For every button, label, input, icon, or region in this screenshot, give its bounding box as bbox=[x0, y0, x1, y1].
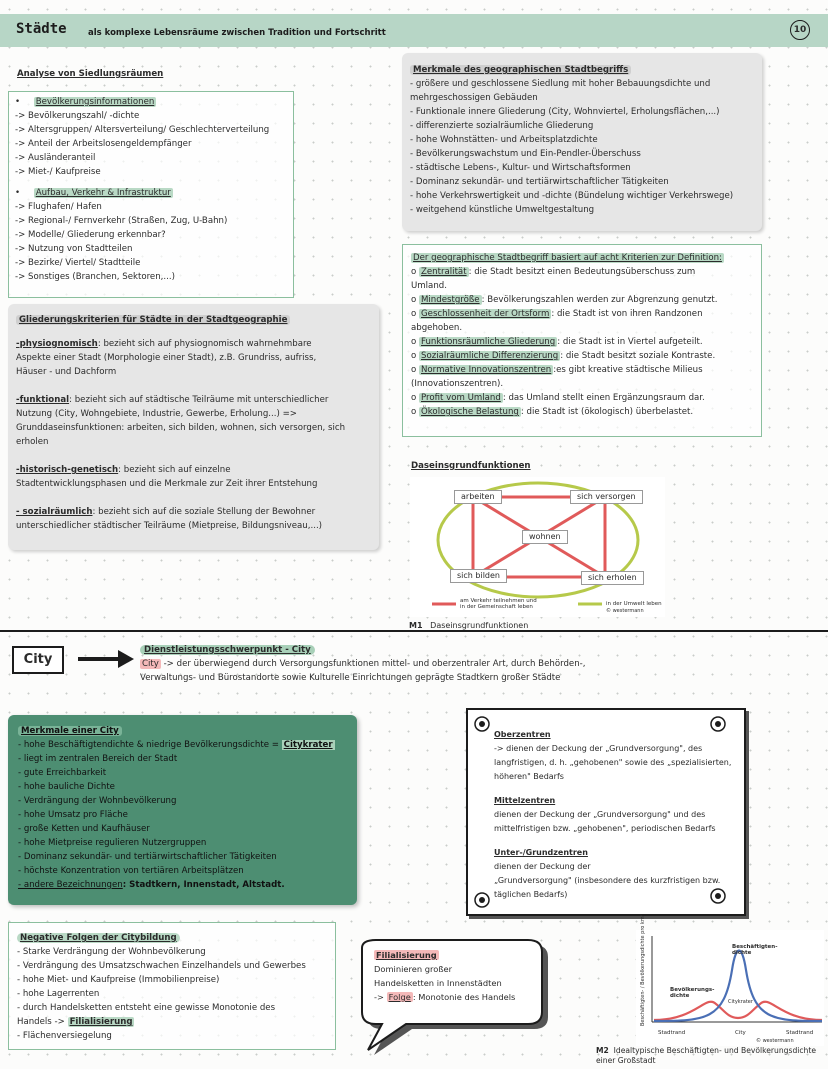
list-item: Handels -> Filialisierung bbox=[17, 1017, 133, 1027]
list-item: - durch Handelsketten entsteht eine gewisse Monotonie des bbox=[17, 1003, 276, 1013]
ober-title: Oberzentren bbox=[494, 730, 551, 739]
filial-folge: -> Folge : Monotonie des Handels bbox=[374, 992, 516, 1002]
m2-ylabel: Beschäftigten- / Bevölkerungsdichte pro km² bbox=[640, 914, 646, 1026]
merkmale-city-title: Merkmale einer City bbox=[18, 726, 122, 736]
header-banner bbox=[0, 14, 828, 47]
list-item: - Dominanz sekundär- und tertiärwirtschaftlicher Tätigkeiten bbox=[410, 177, 669, 187]
analyse-section2-heading: • Aufbau, Verkehr & Infrastruktur bbox=[15, 188, 171, 198]
negativ-title: Negative Folgen der Citybildung bbox=[17, 933, 180, 943]
publisher-credit: © westermann bbox=[606, 608, 644, 614]
kriterium: o Geschlossenheit der Ortsform : die Stadt ist von ihren Randzonen bbox=[411, 309, 703, 319]
m2-x-left: Stadtrand bbox=[658, 1030, 686, 1036]
m2-x-mid: City bbox=[735, 1030, 746, 1036]
filial-title: Filialisierung bbox=[376, 950, 437, 960]
list-item: - Funktionale innere Gliederung (City, Wohnviertel, Erholungsflächen,...) bbox=[410, 107, 720, 117]
kriterium: o Profit vom Umland : das Umland stellt einen Ergänzungsraum dar. bbox=[411, 393, 705, 403]
daseins-caption: M1 Daseinsgrundfunktionen bbox=[409, 621, 529, 630]
list-item: -> Nutzung von Stadtteilen bbox=[15, 244, 133, 254]
list-item: - weitgehend künstliche Umweltgestaltung bbox=[410, 205, 595, 215]
list-item: - höchste Konzentration von tertiären Arbeitsplätzen bbox=[18, 866, 244, 876]
list-item: - Starke Verdrängung der Wohnbevölkerung bbox=[17, 947, 206, 957]
m2-label-crater: Citykrater bbox=[728, 999, 753, 1005]
node-bilden: sich bilden bbox=[450, 569, 507, 583]
pin-icon bbox=[474, 892, 490, 908]
city-definition: City -> der überwiegend durch Versorgungsfunktionen mittel- und oberzentraler Art, durch Behörden-, bbox=[142, 659, 586, 669]
list-item: - hohe Miet- und Kaufpreise (Immobilienpreise) bbox=[17, 975, 220, 985]
list-item: - gute Erreichbarkeit bbox=[18, 768, 107, 778]
list-item: -> Anteil der Arbeitslosengeldempfänger bbox=[15, 139, 192, 149]
list-item: mehrgeschossigen Gebäuden bbox=[410, 93, 538, 103]
legend-red-label: am Verkehr teilnehmen und in der Gemeinschaft leben bbox=[460, 598, 537, 610]
list-item: - größere und geschlossene Siedlung mit hoher Bebauungsdichte und bbox=[410, 79, 711, 89]
merkmale-city-box bbox=[8, 715, 357, 905]
pin-icon bbox=[474, 716, 490, 732]
list-item: - hohe Verkehrswertigkeit und -dichte (Bündelung wichtiger Verkehrswege) bbox=[410, 191, 734, 201]
kriterium: o Zentralität : die Stadt besitzt einen Bedeutungsüberschuss zum bbox=[411, 267, 696, 277]
list-item: - hohe Beschäftigtendichte & niedrige Bevölkerungsdichte = Citykrater bbox=[18, 740, 333, 750]
list-item: - andere Bezeichnungen: Stadtkern, Innenstadt, Altstadt. bbox=[18, 880, 285, 890]
m2-caption: M2 Idealtypische Beschäftigten- und Bevölkerungsdichte einer Großstadt bbox=[596, 1046, 817, 1065]
daseins-figure bbox=[410, 477, 665, 617]
unter-title: Unter-/Grundzentren bbox=[494, 848, 588, 857]
list-item: -> Modelle/ Gliederung erkennbar? bbox=[15, 230, 166, 240]
m2-x-right: Stadtrand bbox=[786, 1030, 814, 1036]
list-item: - hohe Lagerrenten bbox=[17, 989, 100, 999]
list-item: - Verdrängung der Wohnbevölkerung bbox=[18, 796, 177, 806]
analyse-box bbox=[8, 91, 294, 298]
m2-beschaeftigte-curve bbox=[654, 951, 822, 1022]
page-subtitle: als komplexe Lebensräume zwischen Tradition und Fortschritt bbox=[88, 28, 386, 38]
list-item: -> Bezirke/ Viertel/ Stadtteile bbox=[15, 258, 141, 268]
list-item: -> Flughafen/ Hafen bbox=[15, 202, 102, 212]
list-item: - hohe Wohnstätten- und Arbeitsplatzdichte bbox=[410, 135, 598, 145]
m2-label-bev: Bevölkerungs-dichte bbox=[670, 987, 715, 999]
m2-figure bbox=[636, 914, 824, 1046]
gliederung-entry: -funktional: bezieht sich auf städtische Teilräume mit unterschiedlicher bbox=[16, 395, 329, 405]
zentren-box: Oberzentren -> dienen der Deckung der „Grundversorgung", des langfristigen, d. h. „gehobenen" sowie des „spezialisierten, höheren" Bedarfs Mittelzentren dienen der Deckung der „Grundversorgung" und des mittelfristigen bzw. „gehobenen", periodischen Bedarfs Unter-/Grundzentren dienen der Deckung der „Grundversorgung" (insbesondere des kurzfristigen bzw. täglichen Bedarfs) bbox=[466, 708, 746, 916]
list-item: -> Regional-/ Fernverkehr (Straßen, Zug, U-Bahn) bbox=[15, 216, 228, 226]
kriterien-title: Der geographische Stadtbegriff basiert auf acht Kriterien zur Definition: bbox=[413, 253, 722, 263]
list-item: - Verdrängung des Umsatzschwachen Einzelhandels und Gewerbes bbox=[17, 961, 306, 971]
kriterien-box: Der geographische Stadtbegriff basiert auf acht Kriterien zur Definition: o Zentralität : die Stadt besitzt einen Bedeutungsüberschuss zum Umland. o Mindestgröße : Bevölkerungszahlen werden zur Abgrenzung genutzt. o Geschlossenheit der Ortsform : die Stadt ist von ihren Randzonen abgehoben. o Funktionsräumliche Gliederung : die Stadt ist in Viertel aufgeteilt. o Sozialräumliche Differenzierung : die Stadt besitzt soziale Kontraste. o Normative Innovationszentren :es gibt kreative städtische Milieus (Innovationszentren). o Profit vom Umland : das Umland stellt einen Ergänzungsraum dar. o Ökologische Belastung : die Stadt ist (ökologisch) überbelastet. bbox=[402, 244, 762, 437]
kriterium: o Normative Innovationszentren :es gibt kreative städtische Milieus bbox=[411, 365, 703, 375]
m2-label-besch: Beschäftigten-dichte bbox=[732, 944, 778, 956]
arrow-right-icon bbox=[78, 648, 136, 670]
list-item: - hohe bauliche Dichte bbox=[18, 782, 115, 792]
m2-publisher: © westermann bbox=[756, 1038, 794, 1044]
mittel-title: Mittelzentren bbox=[494, 796, 556, 805]
list-item: - Dominanz sekundär- und tertiärwirtschaftlicher Tätigkeiten bbox=[18, 852, 277, 862]
list-item: -> Bevölkerungszahl/ -dichte bbox=[15, 111, 140, 121]
gliederung-box: Gliederungskriterien für Städte in der Stadtgeographie -physiognomisch: bezieht sich auf physiognomisch wahrnehmbare Aspekte einer Stadt (Morphologie einer Stadt), z.B. Grundriss, aufriss, Häuser - und Dachform -funktional: bezieht sich auf städtische Teilräume mit unterschiedlicher Nutzung (City, Wohngebiete, Industrie, Gewerbe, Erholung...) => Grunddaseinsfunktionen: arbeiten, sich bilden, wohnen, sich versorgen, sich erholen -historisch-genetisch: bezieht sich auf einzelne Stadtentwicklungsphasen und die Merkmale zur Zeit ihrer Entstehung - sozialräumlich: bezieht sich auf die soziale Stellung der Bewohner unterschiedlicher städtischer Teilräume (Mietpreise, Bildungsniveau,...) bbox=[8, 304, 379, 550]
node-arbeiten: arbeiten bbox=[454, 490, 502, 504]
list-item: -> Altersgruppen/ Altersverteilung/ Geschlechterverteilung bbox=[15, 125, 270, 135]
list-item: - städtische Lebens-, Kultur- und Wirtschaftsformen bbox=[410, 163, 631, 173]
gliederung-entry: -physiognomisch: bezieht sich auf physiognomisch wahrnehmbare bbox=[16, 339, 312, 349]
kriterium: o Ökologische Belastung : die Stadt ist (ökologisch) überbelastet. bbox=[411, 407, 694, 417]
analyse-title: Analyse von Siedlungsräumen bbox=[17, 69, 164, 79]
gliederung-entry: -historisch-genetisch: bezieht sich auf einzelne bbox=[16, 465, 231, 475]
list-item: -> Sonstiges (Branchen, Sektoren,...) bbox=[15, 272, 175, 282]
list-item: -> Ausländeranteil bbox=[15, 153, 96, 163]
list-item: - Bevölkerungswachstum und Ein-Pendler-Überschuss bbox=[410, 149, 641, 159]
kriterium: o Sozialräumliche Differenzierung : die Stadt besitzt soziale Kontraste. bbox=[411, 351, 716, 361]
gliederung-title: Gliederungskriterien für Städte in der Stadtgeographie bbox=[16, 315, 290, 325]
list-item: - liegt im zentralen Bereich der Stadt bbox=[18, 754, 178, 764]
page-title: Städte bbox=[16, 21, 67, 37]
node-erholen: sich erholen bbox=[581, 571, 644, 585]
analyse-section1-heading: • Bevölkerungsinformationen bbox=[15, 97, 155, 107]
node-versorgen: sich versorgen bbox=[570, 490, 643, 504]
node-wohnen: wohnen bbox=[522, 530, 568, 544]
page-number: 10 bbox=[790, 20, 810, 40]
gliederung-entry: - sozialräumlich: bezieht sich auf die soziale Stellung der Bewohner bbox=[16, 507, 316, 517]
list-item: - große Ketten und Kaufhäuser bbox=[18, 824, 150, 834]
kriterium: o Mindestgröße : Bevölkerungszahlen werden zur Abgrenzung genutzt. bbox=[411, 295, 718, 305]
city-label: City bbox=[12, 646, 64, 674]
list-item: - differenzierte sozialräumliche Gliederung bbox=[410, 121, 594, 131]
daseins-title: Daseinsgrundfunktionen bbox=[411, 461, 531, 471]
list-item: - Flächenversiegelung bbox=[17, 1031, 112, 1041]
list-item: -> Miet-/ Kaufpreise bbox=[15, 167, 101, 177]
list-item: - hohe Mietpreise regulieren Nutzergruppen bbox=[18, 838, 207, 848]
section-divider bbox=[0, 630, 828, 632]
negativ-box bbox=[8, 922, 336, 1050]
list-item: - hohe Umsatz pro Fläche bbox=[18, 810, 128, 820]
merkmale-geo-title: Merkmale des geographischen Stadtbegriffs bbox=[410, 65, 631, 75]
merkmale-geo-box bbox=[402, 53, 762, 231]
kriterium: o Funktionsräumliche Gliederung : die Stadt ist in Viertel aufgeteilt. bbox=[411, 337, 703, 347]
city-heading: Dienstleistungsschwerpunkt - City bbox=[140, 645, 315, 655]
legend-green-label: in der Umwelt leben bbox=[606, 601, 662, 607]
